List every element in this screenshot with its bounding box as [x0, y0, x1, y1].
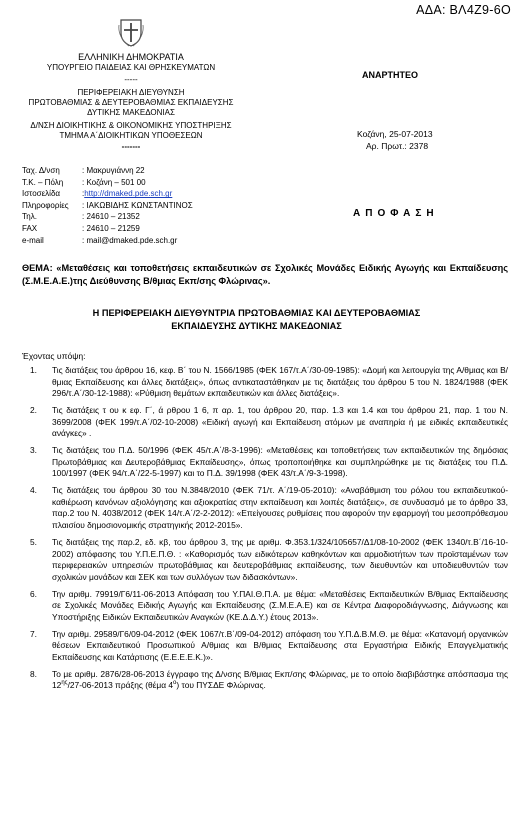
item-text: Τις διατάξεις τ ου κ εφ. Γ΄, ά ρθρου 1 6, π αρ. 1, του άρθρου 20, παρ. 1.3 και 1.4 και του άρθρου 21, παρ. 1 του Ν. 3699/2008 (ΦΕΚ 199/τ.Α΄/02-10-2008) «Ειδική αγωγή και Εκπαίδευση ατόμων με αναπηρία ή με ειδικές εκπαιδευτικές ανάγκες» .: [52, 405, 508, 439]
item-number: 5.: [30, 536, 37, 547]
contact-label: Τ.Κ. – Πόλη: [22, 177, 64, 187]
item-number: 2.: [30, 405, 37, 416]
header-department: ΤΜΗΜΑ Α΄ΔΙΟΙΚΗΤΙΚΩΝ ΥΠΟΘΕΣΕΩΝ: [59, 131, 203, 140]
contact-label: Ιστοσελίδα: [22, 189, 61, 199]
posting-label: ΑΝΑΡΤΗΤΕΟ: [362, 70, 418, 80]
protocol-number: Αρ. Πρωτ.: 2378: [366, 141, 429, 151]
item-text: Τις διατάξεις της παρ.2, εδ. κβ, του άρθρου 3, της με αριθμ. Φ.353.1/324/105657/Δ1/08-10-2002 (ΦΕΚ 1340/τ.Β΄/16-10-2002) απόφασης του Υ.Π.Ε.Π.Θ. : «Καθορισμός των ειδικότερων καθηκόντων και αρμοδιοτήτων των προϊσταμένων των περιφερειακών υπηρεσιών πρωτοβάθμιας και δευτεροβάθμιας εκπαίδευσης, των διευθυντών και υποδιευθυντών των σχολικών μονάδων και ΣΕΚ και των συλλόγων των διδασκόντων».: [52, 536, 508, 582]
list-item: [22, 445, 508, 480]
document-ada-code: ΑΔΑ: ΒΛ4Ζ9-6Ο: [416, 3, 511, 17]
considerations-list: [22, 365, 508, 697]
item-text-part: /27-06-2013 πράξης (θέμα 4: [67, 680, 174, 691]
header-ministry: ΥΠΟΥΡΓΕΙΟ ΠΑΙΔΕΙΑΣ ΚΑΙ ΘΡΗΣΚΕΥΜΑΤΩΝ: [46, 63, 216, 72]
item-number: 7.: [30, 628, 37, 639]
item-number: 6.: [30, 588, 37, 599]
contact-row: [22, 235, 193, 247]
item-text: Την αριθμ. 29589/Γ6/09-04-2012 (ΦΕΚ 1067/τ.Β΄/09-04-2012) απόφαση του Υ.Π.Δ.Β.Μ.Θ. με θέμα: «Κατανομή οργανικών θέσεων Εκπαιδευτικού Προσωπικού Α/θμιας και Β/θμιας Εκπαίδευσης στα Εργαστήρια Ειδικής Επαγγελματικής Εκπαίδευσης και Κατάρτισης (Ε.Ε.Ε.Ε.Κ.)».: [52, 628, 508, 662]
decision-title: ΑΠΟΦΑΣΗ: [353, 208, 439, 219]
item-text: Τις διατάξεις του άρθρου 30 του Ν.3848/2010 (ΦΕΚ 71/τ. Α΄/19-05-2010): «Αναβάθμιση του ρόλου του εκπαιδευτικού-καθιέρωση κανόνων αξιολόγησης και αξιοκρατίας στην εκπαίδευση και λοιπές διατάξεις», σε συνδυασμό με το άρθρο 33, παρ.2 του Ν. 4038/2012 (ΦΕΚ 14/τ.Α΄/2-2-2012): «Επείγουσες ρυθμίσεις που αφορούν την εφαρμογή του μεσοπρόθεσμου πλαισίου δημοσιονομικής στρατηγικής 2012-2015».: [52, 485, 508, 531]
header-separator-2: -------: [121, 142, 141, 151]
header-division: Δ/ΝΣΗ ΔΙΟΙΚΗΤΙΚΗΣ & ΟΙΚΟΝΟΜΙΚΗΣ ΥΠΟΣΤΗΡΙΞΗΣ: [30, 121, 232, 130]
header-republic: ΕΛΛΗΝΙΚΗ ΔΗΜΟΚΡΑΤΙΑ: [78, 52, 184, 62]
item-number: 4.: [30, 485, 37, 496]
list-item: [22, 405, 508, 440]
greek-emblem-icon: [118, 17, 144, 47]
website-prefix: :: [82, 189, 85, 199]
contact-row: [22, 211, 193, 223]
contact-value: : Κοζάνη – 501 00: [82, 177, 146, 187]
contact-row: [22, 165, 193, 177]
ordinal-suffix: ης: [61, 680, 68, 687]
contact-label: Πληροφορίες: [22, 200, 69, 210]
ordinal-suffix: ο: [173, 680, 177, 687]
item-number: 8.: [30, 668, 37, 679]
contact-value: : ΙΑΚΩΒΙΔΗΣ ΚΩΝΣΤΑΝΤΙΝΟΣ: [82, 200, 193, 210]
contact-row: [22, 177, 193, 189]
contact-label: e-mail: [22, 235, 44, 245]
contact-value: : mail@dmaked.pde.sch.gr: [82, 235, 178, 245]
contact-row: [22, 223, 193, 235]
list-item: [22, 485, 508, 531]
item-text: Τις διατάξεις του άρθρου 16, κεφ. Β΄ του Ν. 1566/1985 (ΦΕΚ 167/τ.Α΄/30-09-1985): «Δομή και λειτουργία της Α/θμιας και Β/θμιας Εκπαίδευσης και άλλες διατάξεις», όπως αντικαταστάθηκαν με τις διατάξεις του άρθρου 5 του Ν. 1824/1988 (ΦΕΚ 296/τ.Α΄/30-12-1988): «Ρύθμιση θεμάτων εκπαιδευτικών και άλλες διατάξεις».: [52, 365, 508, 399]
item-text: Τις διατάξεις του Π.Δ. 50/1996 (ΦΕΚ 45/τ.Α΄/8-3-1996): «Μεταθέσεις και τοποθετήσεις των εκπαιδευτικών της δημόσιας Πρωτοβάθμιας και Δευτεροβάθμιας Εκπαίδευσης», όπως τροποποιήθηκε και συμπληρώθηκε με τις διατάξεις του Π.Δ. 100/1997 (ΦΕΚ 94/τ.Α΄/22-5-1997) και το Π.Δ. 39/1998 (ΦΕΚ 43/τ.Α΄/9-3-1998).: [52, 445, 508, 479]
header-region-line-2: ΠΡΩΤΟΒΑΘΜΙΑΣ & ΔΕΥΤΕΡΟΒΑΘΜΙΑΣ ΕΚΠΑΙΔΕΥΣΗΣ: [28, 98, 234, 107]
contact-label: Ταχ. Δ/νση: [22, 166, 60, 175]
item-number: 1.: [30, 365, 37, 375]
contact-value: : Μακρυγιάννη 22: [82, 166, 145, 175]
website-link[interactable]: http://dmaked.pde.sch.gr: [84, 189, 173, 199]
list-item: [22, 669, 508, 692]
contact-value: : 24610 – 21352: [82, 212, 140, 222]
item-text-part: Το με αριθμ. 2876/28-06-2013 έγγραφο της Δ/νσης Β/θμιας Εκπ/σης Φλώρινας, με το οποίο διαβιβάστηκε απόσπασμα της 12: [52, 668, 508, 691]
contact-row: [22, 200, 193, 212]
header-region-line-1: ΠΕΡΙΦΕΡΕΙΑΚΗ ΔΙΕΥΘΥΝΣΗ: [77, 88, 185, 97]
contact-label: FAX: [22, 223, 38, 233]
list-item: [22, 365, 508, 400]
list-item: [22, 537, 508, 583]
item-number: 3.: [30, 445, 37, 456]
considering-heading: Έχοντας υπόψη:: [22, 351, 86, 361]
contact-row: [22, 188, 193, 200]
authority-line-1: Η ΠΕΡΙΦΕΡΕΙΑΚΗ ΔΙΕΥΘΥΝΤΡΙΑ ΠΡΩΤΟΒΑΘΜΙΑΣ ΚΑΙ ΔΕΥΤΕΡΟΒΑΘΜΙΑΣ: [92, 308, 421, 318]
contact-block: [22, 165, 193, 246]
issuing-authority: [0, 307, 513, 332]
contact-value: : 24610 – 21259: [82, 223, 140, 233]
item-text: [52, 669, 508, 692]
list-item: [22, 589, 508, 624]
item-text-part: ) του ΠΥΣΔΕ Φλώρινας.: [176, 680, 266, 691]
authority-line-2: ΕΚΠΑΙΔΕΥΣΗΣ ΔΥΤΙΚΗΣ ΜΑΚΕΔΟΝΙΑΣ: [171, 320, 342, 331]
document-date: Κοζάνη, 25-07-2013: [357, 129, 433, 139]
item-text: Την αριθμ. 79919/Γ6/11-06-2013 Απόφαση του Υ.ΠΑΙ.Θ.Π.Α. με θέμα: «Μεταθέσεις Εκπαιδευτικών Β/θμιας Εκπαίδευσης σε Σχολικές Μονάδες Ειδικής Αγωγής και Εκπαίδευσης (Σ.Μ.Ε.Α.Ε) και σε Κέντρα Διαφοροδιάγνωσης, Διάγνωσης και Υποστήριξης Ειδικών Εκπαιδευτικών Αναγκών (ΚΕ.Δ.Δ.Υ.) έτους 2013».: [52, 588, 508, 622]
subject-line: ΘΕΜΑ: «Μεταθέσεις και τοποθετήσεις εκπαιδευτικών σε Σχολικές Μονάδες Ειδικής Αγωγής και Εκπαίδευσης (Σ.Μ.Ε.Α.Ε.)της Διεύθυνσης Β/θμιας Εκπ/σης Φλώρινας».: [22, 263, 508, 286]
contact-label: Τηλ.: [22, 212, 37, 222]
list-item: [22, 629, 508, 664]
header-region-line-3: ΔΥΤΙΚΗΣ ΜΑΚΕΔΟΝΙΑΣ: [87, 108, 175, 117]
header-separator: -----: [124, 75, 138, 84]
